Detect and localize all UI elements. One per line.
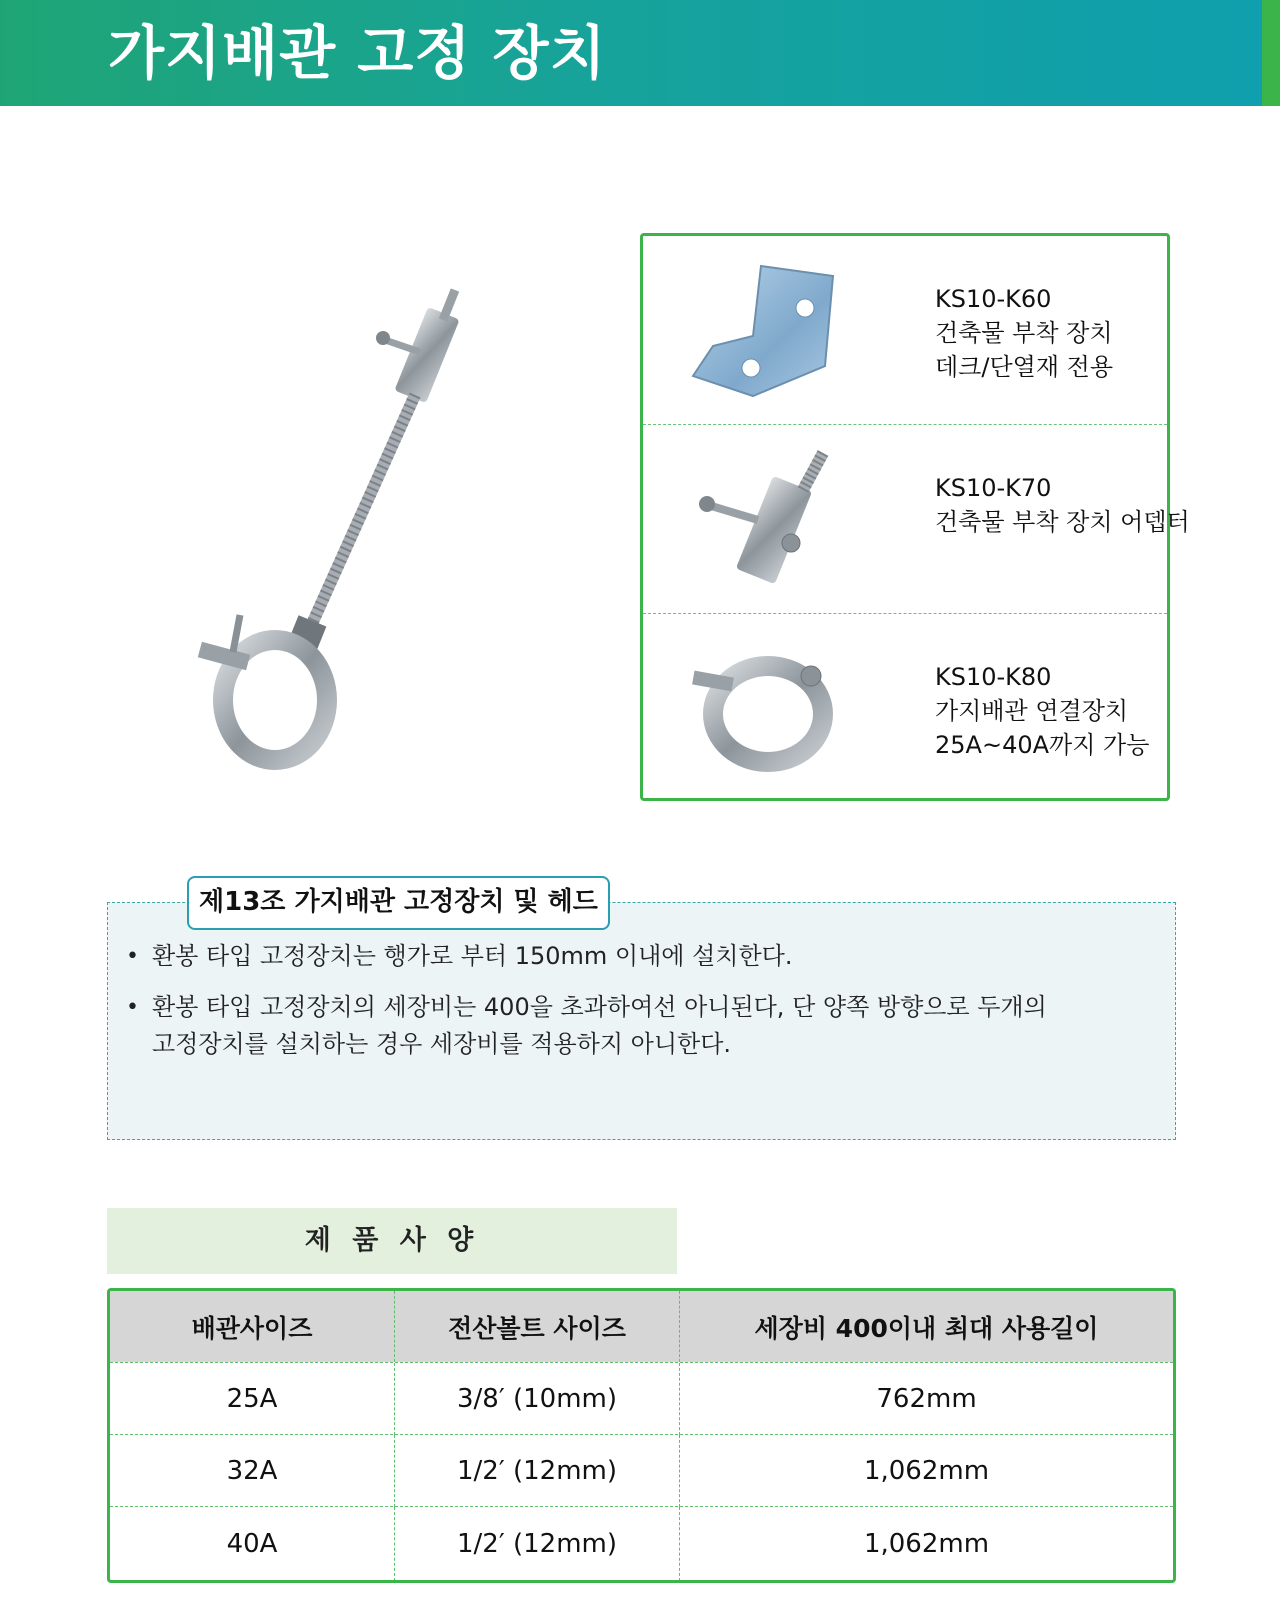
regulation-list [120,938,1140,1077]
table-row [110,1362,1173,1435]
table-cell: 1/2′ (12mm) [395,1435,680,1507]
spec-heading: 제 품 사 양 [107,1208,677,1274]
part-item-k70 [643,424,1190,612]
note-text: 환봉 타입 고정장치의 세장비는 400을 초과하여선 아니된다, 단 양쪽 방향으로 두개의 [152,993,1047,1021]
column-header: 전산볼트 사이즈 [395,1291,680,1362]
page-header [0,0,1280,106]
part-desc: 건축물 부착 장치 [935,319,1113,347]
part-item-k60 [643,236,1167,423]
part-desc: 가지배관 연결장치 [935,697,1129,725]
column-header: 세장비 400이내 최대 사용길이 [754,1313,1099,1343]
table-cell: 32A [110,1435,395,1507]
table-header-row [110,1291,1173,1362]
table-cell: 1/2′ (12mm) [395,1507,680,1581]
adapter-bolt-icon [683,445,843,595]
header-accent-bar [1262,0,1280,106]
table-cell: 762mm [876,1384,977,1414]
part-note: 25A~40A까지 가능 [935,731,1150,759]
part-item-k80 [643,613,1167,799]
table-cell: 3/8′ (10mm) [395,1363,680,1435]
bullet-icon: • [126,944,139,969]
table-cell: 25A [110,1363,395,1435]
pipe-clamp-icon [683,634,843,784]
angle-bracket-icon [683,256,843,406]
part-code: KS10-K80 [935,663,1052,691]
part-text-k80 [935,660,1149,762]
table-row [110,1506,1173,1581]
part-note: 데크/단열재 전용 [935,353,1114,381]
part-code: KS10-K70 [935,474,1052,502]
regulation-title: 제13조 가지배관 고정장치 및 헤드 [187,876,610,930]
page-title: 가지배관 고정 장치 [108,19,607,87]
bullet-icon: • [126,995,139,1020]
note-text-continued: 고정장치를 설치하는 경우 세장비를 적용하지 아니한다. [152,1030,732,1058]
list-item [120,989,1140,1063]
table-cell: 1,062mm [863,1456,990,1486]
column-header: 배관사이즈 [110,1291,395,1362]
note-text: 환봉 타입 고정장치는 행가로 부터 150mm 이내에 설치한다. [152,942,793,970]
part-code: KS10-K60 [935,285,1052,313]
part-desc: 건축물 부착 장치 어뎁터 [935,508,1190,536]
parts-panel [640,233,1190,801]
hanger-assembly-icon [185,280,485,770]
part-text-k60 [935,282,1113,384]
part-text-k70 [935,471,1190,539]
table-row [110,1434,1173,1507]
table-cell: 1,062mm [863,1529,990,1559]
spec-table [107,1288,1176,1583]
table-cell: 40A [110,1507,395,1581]
list-item [120,938,1140,975]
